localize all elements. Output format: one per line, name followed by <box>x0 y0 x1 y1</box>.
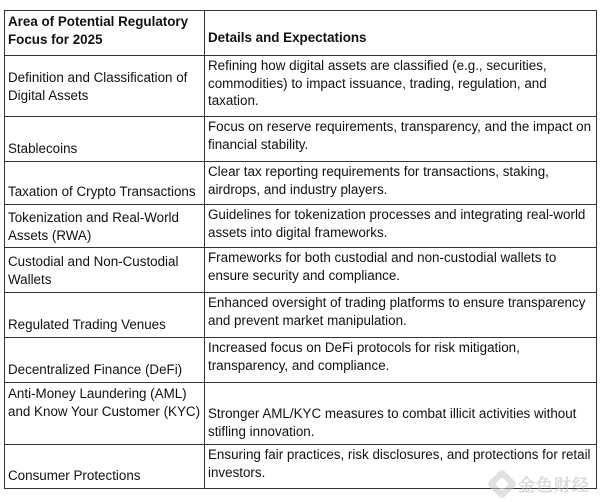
row-details: Refining how digital assets are classified (e.g., securities, commodities) to impact issuance, trading, regulation, and taxation. <box>205 56 597 117</box>
table-header-row <box>5 11 597 56</box>
jinse-logo-icon <box>486 468 517 499</box>
row-details: Frameworks for both custodial and non-custodial wallets to ensure security and compliance. <box>205 248 597 293</box>
table-row <box>5 117 597 162</box>
row-details: Stronger AML/KYC measures to combat illicit activities without stifling innovation. <box>205 383 597 445</box>
watermark <box>491 471 590 496</box>
row-details: Ensuring fair practices, risk disclosures, and protections for retail investors. <box>205 445 597 489</box>
row-details: Clear tax reporting requirements for transactions, staking, airdrops, and industry players. <box>205 162 597 205</box>
header-area: Area of Potential Regulatory Focus for 2025 <box>5 11 205 56</box>
row-details: Enhanced oversight of trading platforms to ensure transparency and prevent market manipulation. <box>205 293 597 338</box>
table-row <box>5 248 597 293</box>
regulatory-focus-table <box>4 10 597 489</box>
table-row <box>5 205 597 248</box>
row-details: Increased focus on DeFi protocols for risk mitigation, transparency, and compliance. <box>205 338 597 383</box>
watermark-text: 金色财经 <box>518 476 590 496</box>
table-row <box>5 338 597 383</box>
header-details: Details and Expectations <box>205 11 597 56</box>
row-area: Taxation of Crypto Transactions <box>5 162 205 205</box>
row-details: Focus on reserve requirements, transparency, and the impact on financial stability. <box>205 117 597 162</box>
table-row <box>5 383 597 445</box>
regulatory-focus-table-container <box>4 10 596 489</box>
row-area: Definition and Classification of Digital Assets <box>5 56 205 117</box>
table-row <box>5 162 597 205</box>
row-area: Regulated Trading Venues <box>5 293 205 338</box>
row-area: Anti-Money Laundering (AML) and Know Your Customer (KYC) <box>5 383 205 445</box>
row-details: Guidelines for tokenization processes and integrating real-world assets into digital frameworks. <box>205 205 597 248</box>
row-area: Custodial and Non-Custodial Wallets <box>5 248 205 293</box>
row-area: Tokenization and Real-World Assets (RWA) <box>5 205 205 248</box>
row-area: Stablecoins <box>5 117 205 162</box>
table-row <box>5 56 597 117</box>
row-area: Consumer Protections <box>5 445 205 489</box>
table-row <box>5 293 597 338</box>
row-area: Decentralized Finance (DeFi) <box>5 338 205 383</box>
